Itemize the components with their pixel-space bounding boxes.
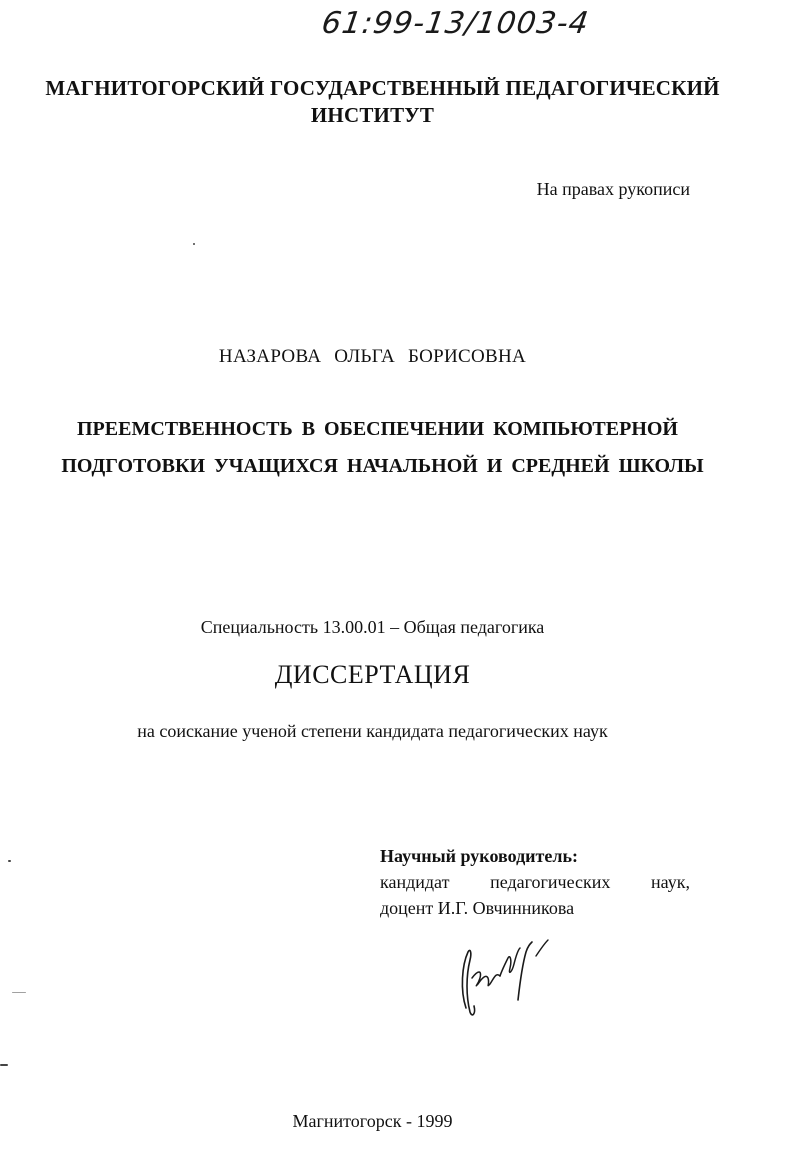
city-and-year: Магнитогорск - 1999: [292, 1111, 453, 1131]
supervisor-degree-word3: наук,: [651, 872, 690, 892]
handwritten-signature: [452, 930, 552, 1025]
institute-name: МАГНИТОГОРСКИЙ ГОСУДАРСТВЕННЫЙ ПЕДАГОГИЧЕСКИЙ: [45, 76, 720, 100]
institute-type: ИНСТИТУТ: [310, 103, 435, 127]
rights-note: На правах рукописи: [536, 179, 690, 199]
degree-description: на соискание ученой степени кандидата педагогических наук: [137, 721, 608, 741]
supervisor-name: доцент И.Г. Овчинникова: [380, 898, 575, 918]
dissertation-title-line1: ПРЕЕМСТВЕННОСТЬ В ОБЕСПЕЧЕНИИ КОМПЬЮТЕРНОЙ: [76, 418, 678, 440]
supervisor-degree-word1: кандидат: [380, 872, 450, 892]
document-type: ДИССЕРТАЦИЯ: [274, 660, 471, 689]
supervisor-degree-word2: педагогических: [490, 872, 611, 892]
supervisor-heading: Научный руководитель:: [380, 846, 578, 866]
supervisor-degree: [380, 869, 690, 895]
scan-speck: [0, 1064, 8, 1066]
supervisor-block: [380, 843, 690, 921]
dissertation-title-line2: ПОДГОТОВКИ УЧАЩИХСЯ НАЧАЛЬНОЙ И СРЕДНЕЙ ШКОЛЫ: [61, 455, 704, 477]
scan-speck: [193, 243, 195, 245]
archive-code: 61:99-13/1003-4: [319, 6, 592, 41]
scan-speck: [8, 860, 11, 862]
speciality: Специальность 13.00.01 – Общая педагогика: [200, 617, 545, 637]
author-name: НАЗАРОВА ОЛЬГА БОРИСОВНА: [218, 346, 527, 367]
scan-speck: [12, 992, 26, 993]
